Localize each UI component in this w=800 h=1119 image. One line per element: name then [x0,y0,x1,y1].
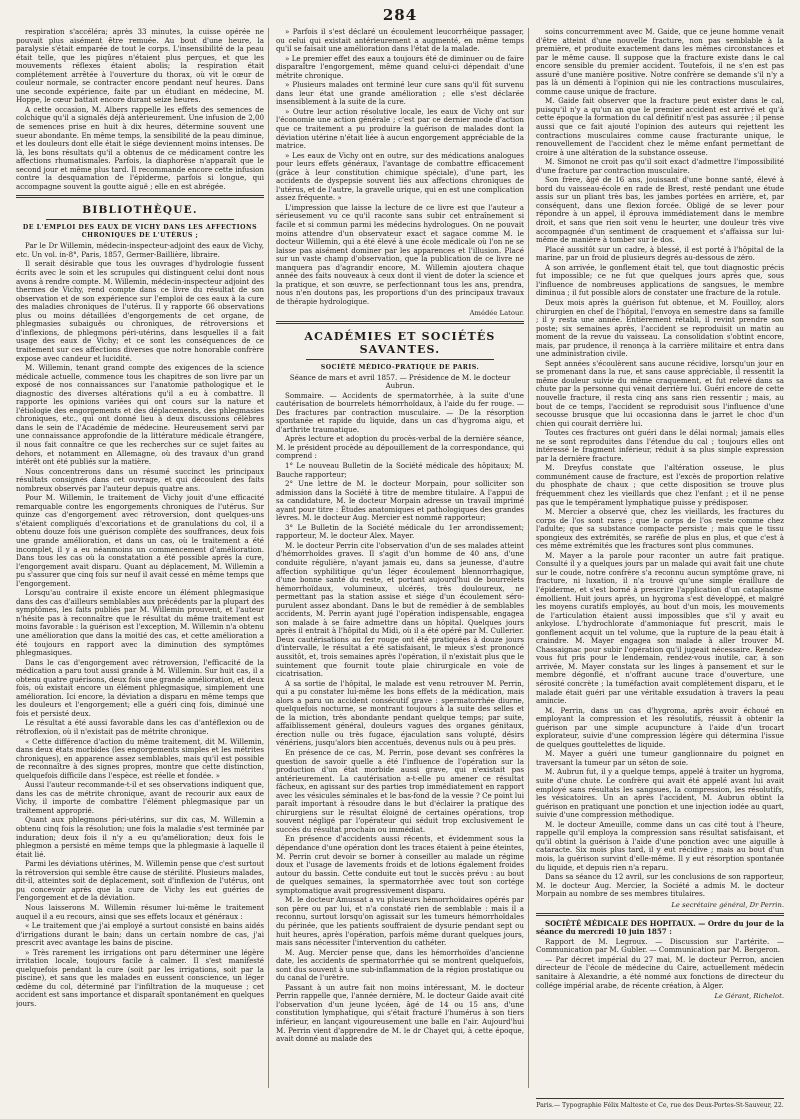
title-rule [306,359,494,360]
page-number: 284 [382,6,418,24]
paragraph: Rapport de M. Legroux. — Discussion sur l'artérite. — Communication par M. Gubler. — Communication par M. Bergeron. [536,936,784,955]
paragraph: 2° Une lettre de M. le docteur Morpain, pour solliciter son admission dans la Société à titre de membre titulaire. A l'appui de sa candidature, M. le docteur Morpain adresse un travail imprimé ayant pour titre : Études anatomiques et pathologiques des grandes lèvres. M. le docteur Aug. Mercier est nommé rapporteur; [276,479,524,523]
title-rule [46,219,234,220]
section-divider [276,321,524,324]
paragraph: Lorsqu'au contraire il existe encore un élément phlegmasique dans des cas d'ailleurs semblables aux précédents par la plupart des symptômes, les faits publiés par M. Willemin prouvent, et l'auteur n'hésite pas à reconnaître que le résultat du même traitement est moins favorable : la guérison est l'exception, M. Willemin n'a obtenu une amélioration que dans la moitié des cas, et cette amélioration a été toujours en rapport avec la diminution des symptômes phlegmasiques. [16,588,264,658]
paragraph: M. Perrin, dans un cas d'hygroma, après avoir échoué en employant la compression et les résolutifs, réussit à obtenir la guérison par une simple acupuncture à l'aide d'un trocart explorateur, suivie d'une compression légère qui détermina l'issue de quelques gouttelettes de liquide. [536,705,784,749]
paragraph: Placé aussitôt sur un cadre, à blessé, il est porté à l'hôpital de la marine, par un froid de plusieurs degrés au-dessous de zéro. [536,244,784,263]
column-left [16,28,264,1092]
paragraph: » Les eaux de Vichy ont en outre, sur des médications analogues pour leurs effets généraux, l'avantage de combattre efficacement (grâce à leur constitution chimique spéciale), d'une part, les accidents de dyspepsie souvent liés aux affections chroniques de l'utérus, et de l'autre, la gravelle urique, qui en est une complication assez fréquente. » [276,150,524,203]
paragraph: » Le premier effet des eaux a toujours été de diminuer ou de faire disparaître l'engorgement, même quand celui-ci dépendait d'une métrite chronique. [276,53,524,80]
paragraph: Nous concentrerons dans un résumé succinct les principaux résultats consignés dans cet ouvrage, et qui découlent des faits nombreux observés par l'auteur depuis quatre ans. [16,466,264,493]
paragraph: « Le traitement que j'ai employé a surtout consisté en bains aidés d'irrigations durant le bain; dans un certain nombre de cas, j'ai prescrit avec avantage les bains de piscine. [16,921,264,948]
gerant-signature: Le Gérant, Richelot. [714,992,784,1001]
paragraph: » Plusieurs malades ont terminé leur cure sans qu'il fût survenu dans leur état une grande amélioration ; elle s'est déclarée insensiblement à la suite de la cure. [276,80,524,107]
paragraph: respiration s'accéléra; après 33 minutes, la cuisse opérée ne pouvait plus aisément être remuée. Au bout d'une heure, la paralysie s'était emparée de tout le corps. L'insensibilité de la peau était telle, que les piqûres n'étaient plus perçues, et que les mouvements réflexes étaient abolis; la respiration était complétement arrêtée à l'ouverture du thorax, où vit le cœur de couleur normale, se contracter encore pendant neuf heures. Dans une seconde expérience, faite par un étudiant en médecine, M. Hoppe, le cœur battait encore durant seize heures. [16,28,264,105]
paragraph: Après lecture et adoption du procès-verbal de la dernière séance, M. le président procède au dépouillement de la correspondance, qui comprend : [276,434,524,461]
paragraph: M. Willemin, tenant grand compte des exigences de la science médicale actuelle, commence tous les chapitres de son livre par un exposé de nos connaissances sur l'anatomie pathologique et le diagnostic des diverses altérations qu'il a eu à combattre. Il rapporte les opinions variées qui ont cours sur la nature et l'étiologie des engorgements et des déplacements, des phlegmasies chroniques, etc., qui ont donné lieu à deux discussions célèbres dans le sein de l'Académie de médecine. Heureusement servi par une connaissance approfondie de la littérature médicale étrangère, il nous fait connaître ce que les recherches sur ce sujet faites au dehors, et notamment en Allemagne, où des travaux d'un grand intérêt ont été publiés sur la matière. [16,363,264,467]
paragraph: Son frère, âgé de 16 ans, jouissant d'une bonne santé, élevé à bord du vaisseau-école en rade de Brest, resté pendant une étude assis sur un pliant très bas, les jambes portées en arrière, et, par conséquent, dans une flexion forcée. Obligé de se lever pour répondre à un appel, il éprouva immédiatement dans le membre droit, et sans que rien soit venu le heurter, une douleur très vive accompagnée d'un sentiment de craquement et s'affaissa sur lui-même de manière à tomber sur le dos. [536,175,784,245]
paragraph: soins concurremment avec M. Gaide, que ce jeune homme venait d'être atteint d'une nouvelle fracture, non pas semblable à la première, et produite exactement dans les mêmes circonstances et par le même cause. Il suppose que la fracture existe dans le cal encore sensible du premier accident. Toutefois, il ne s'en est pas assuré d'une manière positive. Notre confrère se demande s'il n'y a pas là un démenti à l'opinion qui nie les contractions musculaires, comme cause unique de fracture. [536,28,784,96]
paragraph: Le résultat a été aussi favorable dans les cas d'antéflexion ou de rétroflexion, où il n'existait pas de métrite chronique. [16,718,264,737]
paragraph: Parmi les déviations utérines, M. Willemin pense que c'est surtout la rétroversion qui semble être cause de stérilité. Plusieurs malades, dit-il, atteintes soit de déplacement, soit d'inflexion de l'utérus, ont pu concevoir après que la cure de Vichy les eut guéries de l'engorgement et de la déviation. [16,859,264,903]
paragraph: Aussi l'auteur recommande-t-il et ses observations indiquent que, dans les cas de métrite chronique, avant de recourir aux eaux de Vichy, il importe de combattre l'élément phlegmasique par un traitement approprié. [16,780,264,815]
session-summary: Sommaire. — Accidents de spermatorrhée, à la suite d'une cautérisation de bourrelets hémorrhoïdaux, à l'aide du fer rouge. — Des fractures par contraction musculaire. — De la résorption spontanée et rapide du liquide, dans un cas d'hygroma aigu, et d'arthrite traumatique. [276,390,524,434]
paragraph: Sept années s'écoulèrent sans aucune récidive, lorsqu'un jour en se promenant dans la rue, et sans cause appréciable, il ressentit la même douleur suivie du même craquement, et fut relevé dans sa chute par la personne qui venait derrière lui. Guéri encore de cette nouvelle fracture, il resta cinq ans sans rien ressentir ; mais, au bout de ce temps, l'accident se reproduisit sous l'influence d'une secousse brusque que lui occasionna dans le jarret le choc d'un chien qui courait derrière lui. [536,358,784,428]
paragraph: M. Mayer a guéri une tumeur ganglionnaire du poignet en traversant la tumeur par un séton de soie. [536,749,784,767]
paragraph: M. Mercier a observé que, chez les vieillards, les fractures du corps de l'os sont rares ; que le corps de l'os reste comme chez l'adulte; que sa substance compacte persiste ; mais que le tissu spongieux des extrémités, se raréfie de plus en plus, et que c'est à ces même extrémités que les fractures sont plus communes. [536,507,784,551]
paragraph: Dans le cas d'engorgement avec rétroversion, l'efficacité de la médication a paru tout aussi grande à M. Willemin. Sur huit cas, il a obtenu quatre guérisons, deux fois une grande amélioration, et deux fois, où existait encore un élément phlegmasique, simplement une amélioration. Ici encore, la déviation a disparu en même temps que les douleurs et l'engorgement; elle a guéri cinq fois, diminué une fois et persisté deux. [16,657,264,718]
paragraph: Il serait désirable que tous les ouvrages d'hydrologie fussent écrits avec le soin et les scrupules qui distinguent celui dont nous avons à rendre compte. M. Willemin, médecin-inspecteur adjoint des thermes de Vichy, rend compte dans ce livre du résultat de son observation et de son expérience sur l'emploi de ces eaux à la cure des maladies chroniques de l'utérus. Il y rapporte 66 observations plus ou moins détaillées d'engorgements de cet organe, de phlegmasies subaiguës ou chroniques, de rétroversions et d'inflexions, de phlegmons péri-utérins, dans lesquelles il a fait usage des eaux de Vichy; et ce sont les conséquences de ce traitement sur ces affections diverses que notre honorable confrère expose avec candeur et lucidité. [16,259,264,363]
column-divider [268,28,269,1088]
paragraph: A son arrivée, le gonflement était tel, que tout diagnostic précis fut impossible; ce ne fut que quelques jours après que, sous l'influence de nombreuses applications de sangsues, le membre diminua ; il fut possible alors de constater une fracture de la rotule. [536,262,784,298]
society-name: SOCIÉTÉ MÉDICO-PRATIQUE DE PARIS. [320,363,480,371]
printer-footer: Paris.— Typographie Félix Malteste et Ce, rue des Deux-Portes-St-Sauveur, 22. [536,1098,784,1109]
section-divider [536,913,784,916]
column-divider [528,28,529,1088]
section-divider [16,195,264,198]
paragraph: 1° Le nouveau Bulletin de la Société médicale des hôpitaux; M. Bauche rapporteur; [276,460,524,479]
book-author-line: Par le Dr Willemin, médecin-inspecteur-adjoint des eaux de Vichy, etc. Un vol. in-8°, Paris, 1857, Germer-Baillière, libraire. [16,241,264,259]
paragraph: M. Mayer a la parole pour raconter un autre fait pratique. Consulté il y a quelques jours par un malade qui avait fait une chute sur le coude, notre confrère s'a reconnu aucun symptôme grave, ni fracture, ni luxation, il n'a trouvé qu'une simple éraillure de l'épiderme, et s'est borné à prescrire l'application d'un cataplasme émollient. Huit jours après, un hygroma s'est développé, et malgré les moyens curatifs employés, au bout d'un mois, les mouvements de l'articulation étaient aussi impossibles que s'il y avait eu ankylose. L'hydrochlorate d'ammoniaque fut prescrit, mais le gonflement acquit un tel volume, que la rupture de la peau était à craindre. M. Mayer engagea son malade à aller trouver M. Chassaignac pour subir l'opération qu'il jugeait nécessaire. Rendez-vous fut pris pour le lendemain, rendez-vous inutile, car, à son arrivée, M. Mayer constata sur les linges à pansement et sur le membre dégonflé, et n'offrant aucune trace d'ouverture, une sérosité concrète ; la tuméfaction avait complétement disparu, et le malade était guéri par une véritable exsudation à travers la peau amincie. [536,550,784,706]
paragraph: M. Dreyfus constate que l'altération osseuse, le plus communément cause de fracture, est l'excès de proportion relative du phosphate de chaux ; que cette disposition se trouve plus fréquemment chez les vieillards que chez l'enfant ; et il ne pense pas que le tempérament lymphatique puisse y prédisposer. [536,463,784,507]
paragraph: — Par décret impérial du 27 mai, M. le docteur Perron, ancien directeur de l'école de médecine du Caire, actuellement médecin sanitaire à Alexandrie, a été nommé aux fonctions de directeur du collége impérial arabe, de récente création, à Alger. [536,954,784,990]
paragraph: » Parfois il s'est déclaré un écoulement leucorrhéique passager, ou celui qui existait antérieurement a augmenté, en même temps qu'il se faisait une amélioration dans l'état de la malade. [276,28,524,54]
paragraph: Quant aux phlegmons péri-utérins, sur dix cas, M. Willemin a obtenu cinq fois la résolution; une fois la maladie s'est terminée par induration; deux fois il n'y a eu qu'amélioration; deux fois le phlegmon a persisté en même temps que la phlegmasie à laquelle il était lié. [16,815,264,859]
paragraph: M. le docteur Perrin cite l'observation d'un de ses malades atteint d'hémorrhoïdes graves. Il s'agit d'un homme de 40 ans, d'une conduite régulière, n'ayant jamais eu, dans sa jeunesse, d'autre affection syphilitique qu'un léger écoulement blennorrhagique, d'une bonne santé du reste, et portant aujourd'hui de bourrelets hémorrhoïdaux, volumineux, ulcérés, très douloureux, ne permettant pas la station assise et siége d'un écoulement séro-purulent assez abondant. Dans le but de remédier à de semblables accidents, M. Perrin ayant jugé l'opération indispensable, engagea son malade à se faire admettre dans un hôpital. Quelques jours après il entrait à l'hôpital du Midi, où il a été opéré par M. Cullerier. Deux cautérisations au fer rouge ont été pratiquées à douze jours d'intervalle, le résultat a été satisfaisant, le mieux s'est prononcé aussitôt, et, trois semaines après l'opération, il n'existait plus que le suintement que fournit toute plaie chirurgicale en voie de cicatrisation. [276,540,524,679]
session-report-continuation [536,28,784,899]
paragraph: M. Aug. Mercier pense que, dans les hémorrhoïdes d'ancienne date, les accidents de spermatorrhée qui se montrent quelquefois, sont dus souvent à une sub-inflammation de la région prostatique ou du canal de l'urètre. [276,947,524,983]
book-title: DE L'EMPLOI DES EAUX DE VICHY DANS LES AFFECTIONS CHRONIQUES DE L'UTÉRUS ; [22,224,258,240]
review-continuation [276,28,524,307]
paragraph: Dans sa séance du 12 avril, sur les conclusions de son rapporteur, M. le docteur Aug. Mercier, la Société a admis M. le docteur Morpain au nombre de ses membres titulaires. [536,872,784,899]
hospital-society-agenda-title: SOCIÉTÉ MÉDICALE DES HOPITAUX. — Ordre du jour de la séance du mercredi 10 juin 1857 : [536,918,784,937]
paragraph: Deux mois après la guérison fut obtenue, et M. Fouilloy, alors chirurgien en chef de l'hôpital, l'envoya en semestre dans sa famille ; il y resta une année. Entièrement rétabli, il revint prendre son poste; six semaines après, l'accident se reproduisit un matin au moment de la revue du vaisseau. La consolidation s'obtint encore, mais, par prudence, il renonça à la carrière militaire et entra dans une administration civile. [536,297,784,359]
paragraph: » Très rarement les irrigations ont paru déterminer une légère irritation locale, toujours facile à calmer. Il s'est manifesté quelquefois pendant la cure (soit par les irrigations, soit par la piscine), et sans que les malades en eussent conscience, un léger œdème du col, déterminé par l'infiltration de la muqueuse ; cet accident est sans importance et disparaît spontanément en quelques jours. [16,947,264,1008]
column-middle [276,28,524,1092]
review-signature: Amédée Latour. [469,308,524,317]
paragraph: En présence d'accidents aussi récents, et évidemment sous la dépendance d'une opération dont les traces étaient à peine éteintes, M. Perrin crut devoir se borner à conseiller au malade un régime doux et l'usage de lavements froids et de lotions également froides autour du bassin. Cette conduite eut tout le succès prévu : au bout de quelques semaines, la spermatorrhée avec tout son cortége symptomatique avait progressivement disparu. [276,834,524,895]
paragraph: M. Simonot ne croit pas qu'il soit exact d'admettre l'impossibilité d'une fracture par contraction musculaire. [536,157,784,175]
paragraph: » Outre leur action résolutive locale, les eaux de Vichy ont sur l'économie une action générale ; c'est par ce dernier mode d'action que ce traitement a pu produire la guérison de malades dont la déviation utérine n'était liée à aucun engorgement appréciable de la matrice. [276,106,524,151]
paragraph: M. Gaide fait observer que la fracture peut exister dans le cal, puisqu'il n'y a qu'un an que le premier accident est arrivé et qu'à cette époque la formation du cal définitif n'est pas assurée ; il pense aussi que ce fait ajouté l'opinion des auteurs qui rejettent les contractions musculaires comme cause fracturante unique, le renouvellement de l'accident chez le même enfant permettant de croire à une altération de la substance osseuse. [536,96,784,157]
paragraph: Nous laisserons M. Willemin résumer lui-même le traitement auquel il a eu recours, ainsi que ses effets locaux et généraux : [16,902,264,921]
paragraph: A cette occasion, M. Albers rappelle les effets des semences de colchique qu'il a signalés déjà antérieurement. Une infusion de 2,00 de semences prise en huit à dix heures, détermine souvent une sueur abondante. En même temps, la sensibilité de la peau diminue, et les douleurs dont elle était le siége deviennent moins intenses. De là, les bons résultats qu'il a obtenus de ce médicament contre les affections rhumatismales. Parfois, la diaphorèse n'apparaît que le second jour et même plus tard. Il recommande encore cette infusion contre la desquamation de l'épiderme, parfois si longue, qui accompagne souvent la goutte aiguë ; elle en est abrégée. [16,104,264,191]
paragraph: « Cette différence d'action du même traitement, dit M. Willemin, dans deux états morbides (les engorgements simples et les métrites chroniques), en apparence assez semblables, mais qu'il est possible de reconnaître à des signes propres, montre que cette distinction, quelquefois difficile dans l'espèce, est réelle et fondée. » [16,736,264,780]
book-review-body [16,260,264,1008]
paragraph: M. le docteur Amussat a vu plusieurs hémorrhoïdaires opérés par son père ou par lui, et n'a constaté rien de semblable : mais il a reconnu, surtout lorsqu'on agissait sur les tumeurs hémorrhoïdales du périnée, que les patients souffraient de dysurie pendant sept ou huit heures, après l'opération, parfois même durant quelques jours, mais sans nécessiter l'intervention du cathéter. [276,895,524,948]
paragraph: Toutes ces fractures ont guéri dans le délai normal; jamais elles ne se sont reproduites dans l'étendue du cal ; toujours elles ont intéressé le fragment inférieur, réduit à sa plus simple expression par la dernière fracture. [536,428,784,463]
session-line: Séance de mars et avril 1857. — Présidence de M. le docteur Aubrun. [289,372,511,391]
paragraph: A sa sortie de l'hôpital, le malade est venu retrouver M. Perrin, qui a pu constater lui-même les bons effets de la médication, mais alors a paru un accident consécutif grave : spermatorrhée diurne, quelquefois nocturne, se montrant toujours à la suite des selles et de la miction, très abondante pendant quelque temps; par suite, affaiblissement général, douleurs vagues des organes génitaux, érection nulle ou très fugace, éjaculation sans volupté, désirs vénériens, jusqu'alors bien accentués, devenus nuls ou à peu près. [276,678,524,748]
paragraph: 3° Le Bulletin de la Société médicale du 1er arrondissement; rapporteur, M. le docteur Alex. Mayer. [276,522,524,541]
hospital-society-notices [536,938,784,990]
session-report [276,435,524,1043]
paragraph: Passant à un autre fait non moins intéressant, M. le docteur Perrin rappelle que, l'année dernière, M. le docteur Gaide avait cité l'observation d'un jeune lycéen, âgé de 14 ou 15 ans, d'une constitution lymphatique, qui s'était fracturé l'humérus à son tiers inférieur, en lançant vigoureusement une balle en l'air. Aujourd'hui M. Perrin vient d'apprendre de M. le dr Chayet qui, à cette époque, avait donné au malade des [276,982,524,1044]
secretary-signature: Le secrétaire général, Dr Perrin. [671,900,784,909]
section-title-academies: ACADÉMIES ET SOCIÉTÉS SAVANTES. [304,329,496,356]
column-right [536,28,784,1092]
paragraph: En présence de ce cas, M. Perrin, pose devant ses confrères la question de savoir quelle a été l'influence de l'opération sur la production d'un état morbide aussi grave, qui n'existait pas antérieurement. La cautérisation a-t-elle pu amener ce résultat fâcheux, en agissant sur des parties trop immédiatement en rapport avec les vésicules séminales et le bas-fond de la vessie ? Ce point lui paraît important à résoudre dans le but d'éclairer la pratique des chirurgiens sur le résultat éloigné de certaines opérations, trop souvent négligé par l'opérateur qui séduit trop exclusivement le succès du résultat prochain ou immédiat. [276,748,524,834]
paragraph: Pour M. Willemin, le traitement de Vichy jouit d'une efficacité remarquable contre les engorgements chroniques de l'utérus. Sur quinze cas d'engorgement avec rétroversion, dont quelques-uns s'étaient compliqués d'excoriations et de granulations du col, il a obtenu douze fois une guérison complète des souffrances, deux fois une grande amélioration, et dans un cas, où le traitement a été incomplet, il y a eu néanmoins un commencement d'amélioration. Dans tous les cas où la constatation a été possible après la cure, l'engorgement avait disparu. Quant au déplacement, M. Willemin a pu s'assurer que cinq fois sur neuf il avait cessé en même temps que l'engorgement. [16,493,264,588]
paragraph: L'impression que laisse la lecture de ce livre est que l'auteur a sérieusement vu ce qu'il raconte sans subir cet entraînement si facile et si commun parmi les médecins hydrologues. On ne pouvait moins attendre d'un observateur exact et sagace comme M. le docteur Willemin, qui a été élevé à une école médicale où l'on ne se laisse pas aisément dominer par les apparences et l'illusion. Placé sur un vaste champ d'observation, que la publication de ce livre ne manquera pas d'agrandir encore, M. Willemin ajoutera chaque année des faits nouveaux à ceux dont il vient de doter la science et la pratique, et son œuvre, se perfectionnant tous les ans, prendra, nous n'en doutons pas, les proportions d'un des principaux travaux de thérapie hydrologique. [276,202,524,306]
paragraph: M. Aubrun fut, il y a quelque temps, appelé à traiter un hygroma, suite d'une chute. Le confrère qui avait été appelé avant lui avait employé sans résultats les sangsues, la compression, les résolutifs, les vésicatoires. Un an après l'accident, M. Aubrun obtint la guérison en pratiquant une ponction et une injection iodée au quart, suivie d'une compression méthodique. [536,767,784,820]
section-title-bibliotheque: BIBLIOTHÈQUE. [82,204,198,217]
paragraph: M. le docteur Ameuille, comme dans un cas cité tout à l'heure, rappelle qu'il employa la compression sans résultat satisfaisant, et qu'il obtint la guérison à l'aide d'une ponction avec une aiguille à cataracte. Six mois plus tard, il y eut récidive ; mais au bout d'un mois, la guérison survint d'elle-même. Il y eut résorption spontanée du liquide, et depuis rien n'a reparu. [536,819,784,872]
article-continuation [16,28,264,191]
